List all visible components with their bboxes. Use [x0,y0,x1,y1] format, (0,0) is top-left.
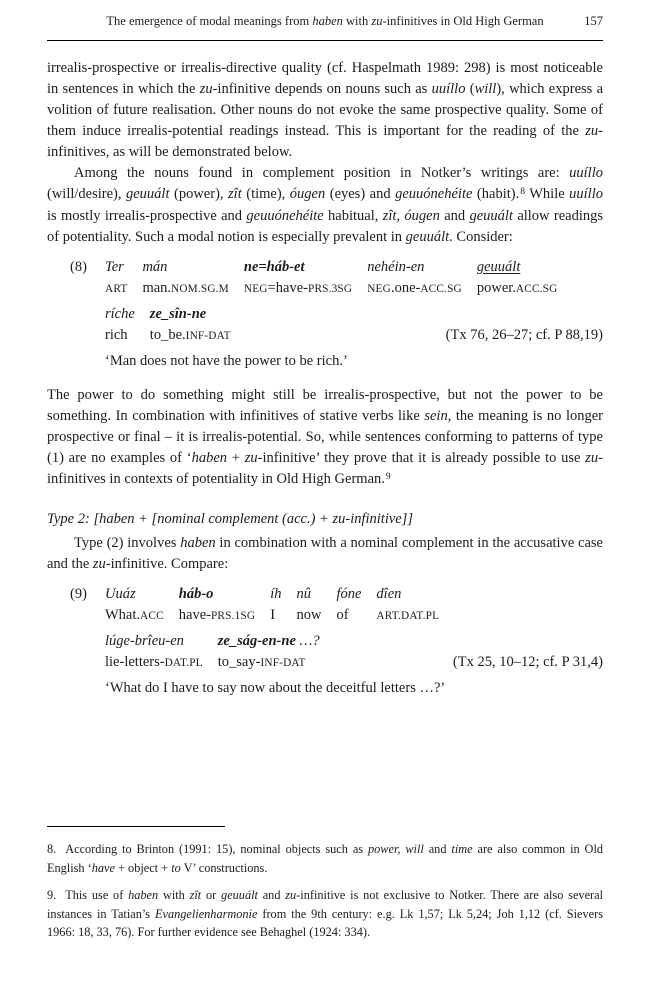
text-run: power. [476,280,516,296]
example-9-citation: (Tx 25, 10–12; cf. P 31,4) [452,654,603,670]
text-run: zu [371,14,383,28]
text-run: zu [199,81,213,97]
text-run: geuuált [405,229,450,245]
text-run: (habit). [472,186,520,202]
text-run: to_be. [149,327,186,343]
footnote-8-text [47,842,603,875]
text-run: zu [285,888,297,903]
gloss-gloss-line [105,605,164,626]
text-run: of [336,607,349,623]
example-8-number: (8) [70,259,87,275]
text-run: uuíllo [569,186,603,202]
text-run: mán [142,259,168,275]
text-run: lie-letters- [105,654,165,670]
text-run: uuíllo [569,165,603,181]
gloss-word-line [105,304,135,325]
page-number: 157 [584,14,603,28]
text-run: to [171,860,181,875]
text-run: zît [382,208,397,224]
text-run: (power), [169,186,229,202]
text-run: from the 9th century: e.g. Lk 1,57; Lk 5,24; Joh 1,12 (cf. Sievers 1966: 18, 33, 76). For further evidence see Behaghel (1924: 334). [47,906,603,940]
text-run: nehéin-en [367,259,425,275]
paragraph-irrealis [47,58,603,163]
text-run: , [396,208,405,224]
example-8-translation: ‘Man does not have the power to be rich.’ [105,353,348,369]
gloss-word-line [142,257,228,278]
header-rule [47,40,603,41]
gloss-gloss-line [105,325,135,346]
text-run: Type (2) involves [74,535,181,551]
text-run: rich [105,327,128,343]
text-run: with [342,14,372,28]
text-run: PRS.1SG [210,610,256,622]
text-run: Type 2: [haben + [nominal complement (acc.) + zu-infinitive]] [47,511,414,527]
header-line [47,13,603,30]
text-run: DAT.PL [164,657,203,669]
text-run: zît [189,888,202,903]
text-run: and [257,888,286,903]
text-run: to_say- [217,654,261,670]
text-run: geuuónehéite [246,208,324,224]
text-run: zît [228,186,242,202]
text-run: haben [180,535,216,551]
text-run: Evangelienharmonie [154,906,258,921]
gloss-word-line [244,257,352,278]
gloss-column [296,584,321,626]
text-run: -infinitive. Compare: [105,556,229,572]
text-run: INF-DAT [260,657,306,669]
text-run: have- [178,607,211,623]
example-8-gloss-line-1 [105,257,603,299]
text-run: …? [295,633,320,649]
text-run: The emergence of modal meanings from [106,14,313,28]
gloss-word-line [296,584,321,605]
gloss-gloss-line [367,278,462,299]
text-run: háb-o [178,586,214,602]
gloss-column [105,584,164,626]
text-run: -infinitive is not exclusive to Notker. There are also several instances in Tatian’s [47,888,603,921]
text-run: -infinitives in Old High German [382,14,544,28]
text-run: zu [244,450,258,466]
paragraph-power [47,385,603,491]
text-run: uuíllo [431,81,466,97]
gloss-gloss-line [477,278,558,299]
text-run: zu [585,123,599,139]
gloss-gloss-line [270,605,281,626]
gloss-column [105,304,135,346]
text-run: -infinitives, as will be demonstrated below. [47,123,603,160]
example-8 [47,257,603,372]
gloss-word-line [179,584,255,605]
text-run: in combination with a nominal complement in the accusative case and the [47,535,603,572]
text-run: + object + [114,860,172,875]
text-run: V’ constructions. [180,860,268,875]
gloss-gloss-line [105,278,127,299]
text-run: sein, [424,408,452,424]
text-run: zu [585,450,599,466]
text-run: While [524,186,570,202]
text-run: geuuált [126,186,170,202]
footnote-marker: 9 [385,470,391,482]
gloss-column [150,304,231,346]
text-run: ART.DAT.PL [376,610,440,622]
text-run: (time), [241,186,290,202]
text-run: irrealis-prospective or irrealis-directive quality (cf. Haspelmath 1989: 298) is most noticeable in sentences in which the [47,60,603,97]
gloss-word-line [376,584,439,605]
text-run: PRS.3SG [308,283,353,295]
text-run: .one- [390,280,421,296]
text-run: geuuált [221,888,258,903]
text-run: óugen [289,186,326,202]
gloss-column [105,257,127,299]
text-run: =have- [267,280,309,296]
text-run: NEG [243,283,268,295]
text-run: ze_ság-en-ne [217,633,296,649]
running-header [47,0,603,41]
text-run: habitual, [323,208,383,224]
paragraph-nouns [47,163,603,248]
text-run: This use of [65,888,129,903]
footnote-9-number: 9. [47,888,57,903]
gloss-column [477,257,558,299]
text-run: + [227,450,245,466]
gloss-gloss-line [336,605,361,626]
footnote-marker: 8 [520,185,525,197]
text-run: (will/desire), [47,186,126,202]
text-run: power, will [367,842,424,856]
text-run: dîen [376,586,402,602]
text-run: ( [465,81,475,97]
gloss-word-line [336,584,361,605]
text-run: I [270,607,276,623]
text-run: NEG [367,283,391,295]
text-run: íh [270,586,282,602]
text-run: Among the nouns found in complement position in Notker’s writings are: [74,165,570,181]
example-9 [47,584,603,699]
text-run: will [474,81,497,97]
gloss-gloss-line [376,605,439,626]
text-run: haben [312,14,343,28]
text-run: with [158,888,190,903]
type2-heading [47,509,603,530]
gloss-word-line [150,304,231,325]
text-run: ACC.SG [515,283,558,295]
text-run: geuuált [469,208,513,224]
text-run: fóne [336,586,362,602]
gloss-gloss-line [150,325,231,346]
text-run: -infinitive’ they prove that it is already possible to use [257,450,586,466]
text-run: Ter [105,259,124,275]
gloss-column [105,631,203,673]
text-run: ríche [105,306,135,322]
text-run: óugen [404,208,440,224]
text-run: NOM.SG.M [171,283,229,295]
text-run: What. [105,607,141,623]
gloss-column [376,584,439,626]
text-run: ne=háb-et [243,259,305,275]
paragraph-type2 [47,533,603,575]
gloss-gloss-line [179,605,255,626]
footnote-8 [47,840,603,877]
text-run: is mostly irrealis-prospective and [47,208,247,224]
text-run: haben [191,450,228,466]
text-run: or [201,888,222,903]
text-run: The power to do something might still be irrealis-prospective, but not the power to be something. In combination with infinitives of stative verbs like [47,387,603,424]
text-run: haben [128,888,159,903]
text-run: ze_sîn-ne [149,306,207,322]
gloss-gloss-line [142,278,228,299]
gloss-word-line [105,631,203,652]
text-run: geuuált [476,259,521,275]
example-9-gloss-line-1 [105,584,603,626]
gloss-column [244,257,352,299]
text-run: ART [105,283,128,295]
text-run: . Consider: [449,229,513,245]
text-run: man. [142,280,172,296]
text-run: now [296,607,322,623]
text-run: the meaning is no longer prospective or final – it is irrealis-potential. So, while sentences conforming to patterns of type (1) are no examples of ‘ [47,408,604,466]
gloss-gloss-line [218,652,320,673]
example-8-gloss-line-2 [105,304,603,346]
text-run: lúge-brîeu-en [105,633,184,649]
text-run: time [451,842,473,856]
text-run: Uuáz [105,586,136,602]
text-run: -infinitive depends on nouns such as [212,81,432,97]
gloss-word-line [218,631,320,652]
text-run: ACC [140,610,164,622]
gloss-gloss-line [296,605,321,626]
footnote-8-number: 8. [47,842,57,856]
text-run: nû [296,586,311,602]
gloss-column [142,257,228,299]
gloss-column [270,584,281,626]
text-run: According to Brinton (1991: 15), nominal objects such as [65,842,368,856]
text-run: are also common in Old English ‘ [47,842,604,875]
text-run: allow readings of potentiality. Such a modal notion is especially prevalent in [47,208,603,245]
gloss-word-line [477,257,558,278]
gloss-gloss-line [105,652,203,673]
gloss-word-line [270,584,281,605]
text-run: and [423,842,452,856]
text-run: ACC.SG [420,283,462,295]
footnote-9-text [47,888,603,939]
text-run: -infinitives in contexts of potentiality in Old High German. [47,450,603,487]
gloss-column [218,631,320,673]
gloss-column [179,584,255,626]
text-run: geuuónehéite [395,186,473,202]
gloss-word-line [105,584,164,605]
example-9-translation: ‘What do I have to say now about the deceitful letters …?’ [105,680,446,696]
text-run: ), which express a volition of future realisation. Other nouns do not evoke the same prospective quality. Some of them induce irrealis-potential readings instead. This is important for the reading of the [47,81,604,139]
text-run: have [91,860,115,875]
gloss-gloss-line [244,278,352,299]
footnote-9 [47,886,603,942]
footnote-separator-rule [47,826,225,827]
text-run: (eyes) and [325,186,396,202]
text-run: zu [92,556,106,572]
gloss-word-line [367,257,462,278]
chapter-title [106,14,543,28]
gloss-column [367,257,462,299]
example-9-number: (9) [70,586,87,602]
text-run: and [439,208,470,224]
example-9-gloss-line-2 [105,631,603,673]
gloss-word-line [105,257,127,278]
gloss-column [336,584,361,626]
text-run: INF-DAT [185,330,231,342]
page-body [47,58,603,699]
example-8-citation: (Tx 76, 26–27; cf. P 88,19) [445,327,603,343]
footnotes-area [47,826,603,951]
